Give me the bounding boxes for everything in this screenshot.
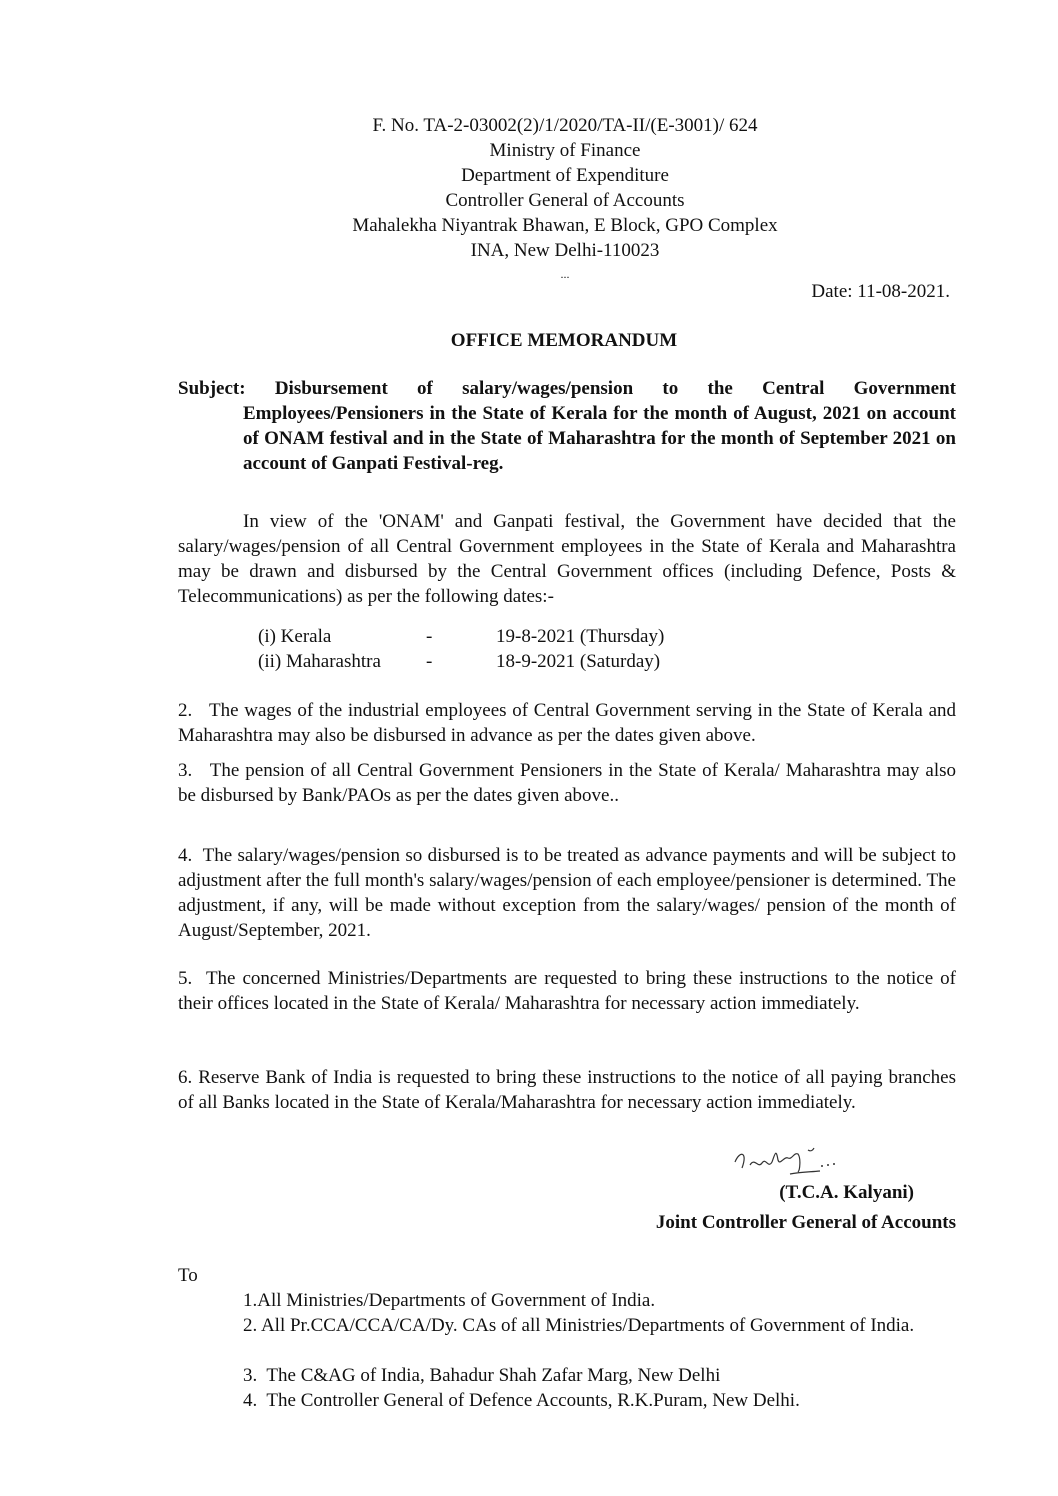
paragraph-3: 3. The pension of all Central Government Pensioners in the State of Kerala/ Maharashtra may also be disbursed by Bank/PAOs as per the dates given above..	[178, 760, 961, 806]
signatory-name: (T.C.A. Kalyani)	[779, 1182, 914, 1203]
letterhead	[200, 113, 930, 285]
state: (ii) Maharashtra	[258, 651, 381, 672]
ministry: Ministry of Finance	[489, 140, 641, 161]
memo-title: OFFICE MEMORANDUM	[450, 330, 678, 351]
dash: -	[426, 626, 433, 647]
subject-label: Subject:	[178, 378, 246, 399]
office: Controller General of Accounts	[445, 190, 685, 211]
address-line-1: Mahalekha Niyantrak Bhawan, E Block, GPO Complex	[352, 215, 778, 236]
file-number: F. No. TA-2-03002(2)/1/2020/TA-II/(E-3001)/ 624	[372, 115, 758, 136]
paragraph-4: 4. The salary/wages/pension so disbursed is to be treated as advance payments and will be subject to adjustment after the full month's salary/wages/pension of each employee/pensioner is determined. The adjustment, if any, will be made without exception from the salary/wages/ pension of the month of August/September, 2021.	[178, 845, 961, 941]
date-row-maharashtra	[258, 649, 718, 674]
state: (i) Kerala	[258, 626, 332, 647]
dates-table	[258, 624, 718, 674]
disbursement-date: 18-9-2021 (Saturday)	[496, 651, 661, 672]
paragraph-6: 6. Reserve Bank of India is requested to bring these instructions to the notice of all paying branches of all Banks located in the State of Kerala/Maharashtra for necessary action immediately.	[178, 1067, 956, 1113]
recipient-2: 2. All Pr.CCA/CCA/CA/Dy. CAs of all Ministries/Departments of Government of India.	[243, 1315, 915, 1336]
address-line-2: INA, New Delhi-110023	[470, 240, 660, 261]
dash: -	[426, 651, 433, 672]
signatory-designation: Joint Controller General of Accounts	[655, 1212, 956, 1233]
paragraph-5: 5. The concerned Ministries/Departments are requested to bring these instructions to the notice of their offices located in the State of Kerala/ Maharashtra for necessary action immediately.	[178, 968, 961, 1014]
separator: ...	[560, 267, 570, 281]
to-label: To	[178, 1265, 198, 1286]
subject-text: Disbursement of salary/wages/pension to the Central Government Employees/Pensioners in the State of Kerala for the month of August, 2021 on account of ONAM festival and in the State of Maharashtra for the month of September 2021 on account of Ganpati Festival-reg.	[243, 378, 956, 474]
recipient-3: 3. The C&AG of India, Bahadur Shah Zafar Marg, New Delhi	[243, 1365, 721, 1386]
recipient-4: 4. The Controller General of Defence Accounts, R.K.Puram, New Delhi.	[243, 1390, 800, 1411]
paragraph-2: 2. The wages of the industrial employees of Central Government serving in the State of Kerala and Maharashtra may also be disbursed in advance as per the dates given above.	[178, 700, 961, 746]
disbursement-date: 19-8-2021 (Thursday)	[496, 626, 665, 647]
signature	[730, 1140, 930, 1180]
recipient-1: 1.All Ministries/Departments of Government of India.	[243, 1290, 656, 1311]
intro-paragraph: In view of the 'ONAM' and Ganpati festival, the Government have decided that the salary/wages/pension of all Central Government employees in the State of Kerala and Maharashtra may be drawn and disbursed by the Central Government offices (including Defence, Posts & Telecommunications) as per the following dates:-	[178, 511, 956, 607]
subject	[178, 376, 956, 476]
memo-date: Date: 11-08-2021.	[811, 281, 950, 302]
date-row-kerala	[258, 624, 718, 649]
department: Department of Expenditure	[461, 165, 669, 186]
